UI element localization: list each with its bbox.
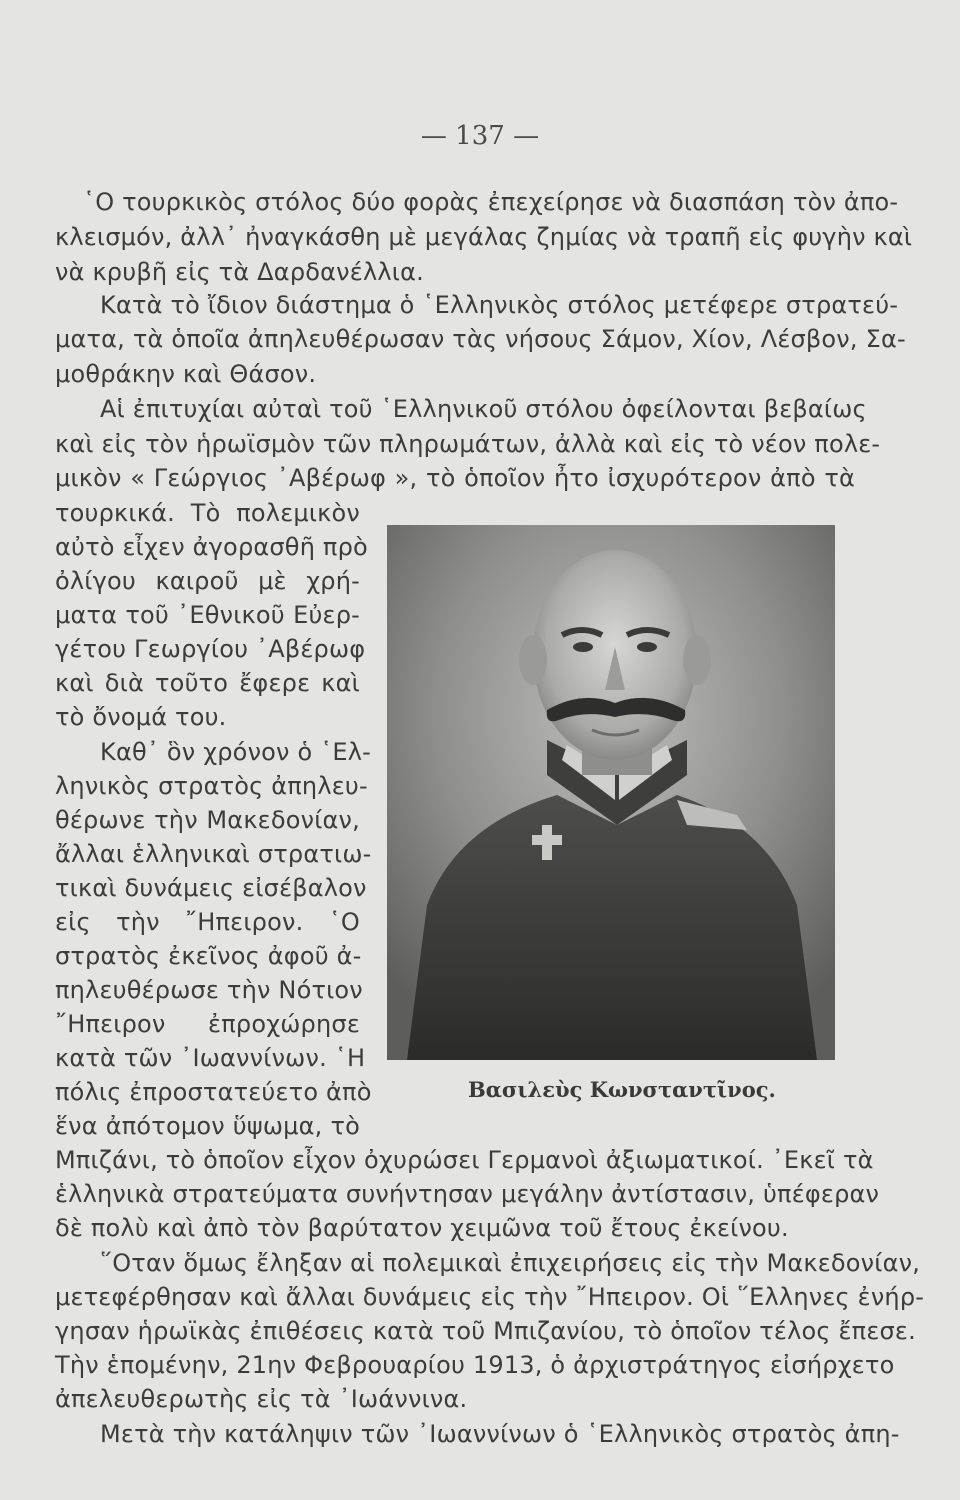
- text-line: μετεφέρθησαν καὶ ἄλλαι δυνάμεις εἰς τὴν ῎Ηπειρον. Οἱ ῞Ελληνες ἐνήρ-: [55, 1283, 925, 1311]
- text-line: ληνικὸς στρατὸς ἀπηλευ-: [55, 772, 368, 800]
- text-line: ἄλλαι ἑλληνικαὶ στρατιω-: [55, 840, 372, 868]
- text-line: ἑλληνικὰ στρατεύματα συνήντησαν μεγάλην ἀντίστασιν, ὑπέφεραν: [55, 1180, 880, 1208]
- text-line: τικαὶ δυνάμεις εἰσέβαλον: [55, 874, 367, 902]
- text-line: κλεισμόν, ἀλλ᾽ ἠναγκάσθη μὲ μεγάλας ζημίας νὰ τραπῆ εἰς φυγὴν καὶ: [55, 223, 913, 251]
- text-line: ἕνα ἀπότομον ὕψωμα, τὸ: [55, 1112, 360, 1140]
- text-line: τουρκικά. Τὸ πολεμικὸν: [55, 499, 360, 527]
- text-line: πόλις ἐπροστατεύετο ἀπὸ: [55, 1078, 372, 1106]
- text-line: πηλευθέρωσε τὴν Νότιον: [55, 976, 363, 1004]
- text-line: Αἱ ἐπιτυχίαι αὐταὶ τοῦ ῾Ελληνικοῦ στόλου ὀφείλονται βεβαίως: [100, 395, 867, 423]
- photo-caption: Βασιλεὺς Κωνσταντῖνος.: [468, 1077, 776, 1102]
- text-line: καὶ εἰς τὸν ἡρωϊσμὸν τῶν πληρωμάτων, ἀλλὰ καὶ εἰς τὸ νέον πολε-: [55, 430, 881, 458]
- text-line: μικὸν « Γεώργιος ᾽Αβέρωφ », τὸ ὁποῖον ἦτο ἰσχυρότερον ἀπὸ τὰ: [55, 464, 855, 492]
- text-line: νὰ κρυβῆ εἰς τὰ Δαρδανέλλια.: [55, 258, 424, 286]
- text-line: τὸ ὄνομά του.: [55, 703, 227, 731]
- text-line: ματα τοῦ ᾽Εθνικοῦ Εὐερ-: [55, 601, 360, 629]
- text-line: μοθράκην καὶ Θάσον.: [55, 360, 317, 388]
- text-line: θέρωνε τὴν Μακεδονίαν,: [55, 806, 360, 834]
- text-line: κατὰ τῶν ᾽Ιωαννίνων. ῾Η: [55, 1044, 366, 1072]
- text-line: γησαν ἡρωϊκὰς ἐπιθέσεις κατὰ τοῦ Μπιζανίου, τὸ ὁποῖον τέλος ἔπεσε.: [55, 1317, 916, 1345]
- text-line: Μετὰ τὴν κατάληψιν τῶν ᾽Ιωαννίνων ὁ ῾Ελληνικὸς στρατὸς ἀπη-: [100, 1420, 900, 1448]
- portrait-illustration: [387, 525, 835, 1060]
- text-line: καὶ διὰ τοῦτο ἔφερε καὶ: [55, 669, 360, 697]
- text-line: στρατὸς ἐκεῖνος ἀφοῦ ἀ-: [55, 942, 362, 970]
- text-line: ῞Οταν ὅμως ἔληξαν αἱ πολεμικαὶ ἐπιχειρήσεις εἰς τὴν Μακεδονίαν,: [100, 1249, 921, 1277]
- text-line: Κατὰ τὸ ἴδιον διάστημα ὁ ῾Ελληνικὸς στόλος μετέφερε στρατεύ-: [100, 291, 899, 319]
- text-line: Καθ᾽ ὃν χρόνον ὁ ῾Ελ-: [100, 738, 372, 766]
- text-line: ὀλίγου καιροῦ μὲ χρή-: [55, 567, 360, 595]
- page-number: — 137 —: [420, 121, 540, 151]
- text-line: εἰς τὴν ῎Ηπειρον. ῾Ο: [55, 908, 360, 936]
- portrait-photo: [387, 525, 835, 1060]
- text-line: αὐτὸ εἶχεν ἀγορασθῆ πρὸ: [55, 533, 368, 561]
- text-line: ἀπελευθερωτὴς εἰς τὰ ᾽Ιωάννινα.: [55, 1385, 468, 1413]
- text-line: ῾Ο τουρκικὸς στόλος δύο φορὰς ἐπεχείρησε νὰ διασπάση τὸν ἀπο-: [83, 188, 899, 216]
- text-line: ῎Ηπειρον ἐπροχώρησε: [55, 1010, 360, 1038]
- text-line: ματα, τὰ ὁποῖα ἀπηλευθέρωσαν τὰς νήσους Σάμον, Χίον, Λέσβον, Σα-: [55, 325, 906, 353]
- text-line: γέτου Γεωργίου ᾽Αβέρωφ: [55, 635, 366, 663]
- text-line: Τὴν ἑπομένην, 21ην Φεβρουαρίου 1913, ὁ ἀρχιστράτηγος εἰσήρχετο: [55, 1351, 895, 1379]
- text-line: δὲ πολὺ καὶ ἀπὸ τὸν βαρύτατον χειμῶνα τοῦ ἔτους ἐκείνου.: [55, 1214, 789, 1242]
- text-line: Μπιζάνι, τὸ ὁποῖον εἶχον ὀχυρώσει Γερμανοὶ ἀξιωματικοί. ᾽Εκεῖ τὰ: [55, 1146, 874, 1174]
